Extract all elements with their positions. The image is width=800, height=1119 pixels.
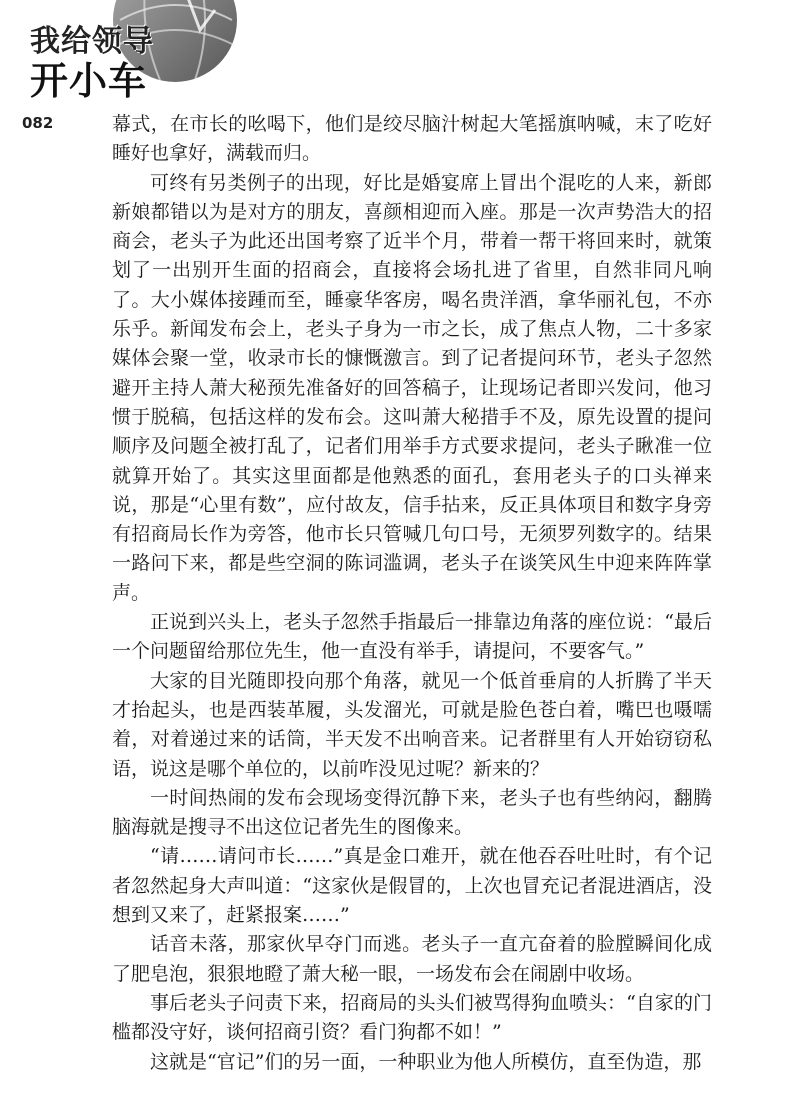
paragraph: 大家的目光随即投向那个角落，就见一个低首垂肩的人折腾了半天才抬起头，也是西装革履，头发溜光，可就是脸色苍白着，嘴巴也嗫嚅着，对着递过来的话筒，半天发不出响音来。记者群里有人开始窃窃私语，说这是哪个单位的，以前咋没见过呢？新来的？ bbox=[112, 669, 712, 780]
paragraph: 幕式，在市长的吆喝下，他们是绞尽脑汁树起大笔摇旗呐喊，末了吃好睡好也拿好，满载而归。 bbox=[112, 113, 712, 165]
paragraph: “请……请问市长……”真是金口难开，就在他吞吞吐吐时，有个记者忽然起身大声叫道：“这家伙是假冒的，上次也冒充记者混进酒店，没想到又来了，赶紧报案……” bbox=[112, 845, 712, 927]
body-text bbox=[112, 110, 712, 1077]
book-title-line1: 我给领导 bbox=[30, 24, 154, 59]
paragraph: 一时间热闹的发布会现场变得沉静下来，老头子也有些纳闷，翻腾脑海就是搜寻不出这位记者先生的图像来。 bbox=[112, 786, 712, 839]
book-title-line2: 开小车 bbox=[30, 59, 148, 103]
paragraph: 这就是“官记”们的另一面，一种职业为他人所模仿，直至伪造，那 bbox=[150, 1050, 702, 1073]
paragraph: 可终有另类例子的出现，好比是婚宴席上冒出个混吃的人来，新郎新娘都错以为是对方的朋友，喜颜相迎而入座。那是一次声势浩大的招商会，老头子为此还出国考察了近半个月，带着一帮干将回来时，就策划了一出别开生面的招商会，直接将会场扎进了省里，自然非同凡响了。大小媒体接踵而至，睡豪华客房，喝名贵洋酒，拿华丽礼包，不亦乐乎。新闻发布会上，老头子身为一市之长，成了焦点人物，二十多家媒体会聚一堂，收录市长的慷慨激言。到了记者提问环节，老头子忽然避开主持人萧大秘预先准备好的回答稿子，让现场记者即兴发问，他习惯于脱稿，包括这样的发布会。这叫萧大秘措手不及，原先设置的提问顺序及问题全被打乱了，记者们用举手方式要求提问，老头子瞅准一位就算开始了。其实这里面都是他熟悉的面孔，套用老头子的口头禅来说，那是“心里有数”，应付故友，信手拈来，反正具体项目和数字身旁有招商局长作为旁答，他市长只管喊几句口号，无须罗列数字的。结果一路问下来，都是些空洞的陈词滥调，老头子在谈笑风生中迎来阵阵掌声。 bbox=[112, 171, 712, 604]
paragraph: 正说到兴头上，老头子忽然手指最后一排靠边角落的座位说：“最后一个问题留给那位先生，他一直没有举手，请提问，不要客气。” bbox=[112, 611, 712, 663]
paragraph: 话音未落，那家伙早夺门而逃。老头子一直亢奋着的脸膛瞬间化成了肥皂泡，狠狠地瞪了萧大秘一眼，一场发布会在闹剧中收场。 bbox=[112, 933, 712, 985]
book-title-header bbox=[0, 0, 260, 103]
page-number: 082 bbox=[22, 114, 54, 132]
paragraph: 事后老头子问责下来，招商局的头头们被骂得狗血喷头：“自家的门槛都没守好，谈何招商引资？看门狗都不如！” bbox=[112, 991, 712, 1044]
